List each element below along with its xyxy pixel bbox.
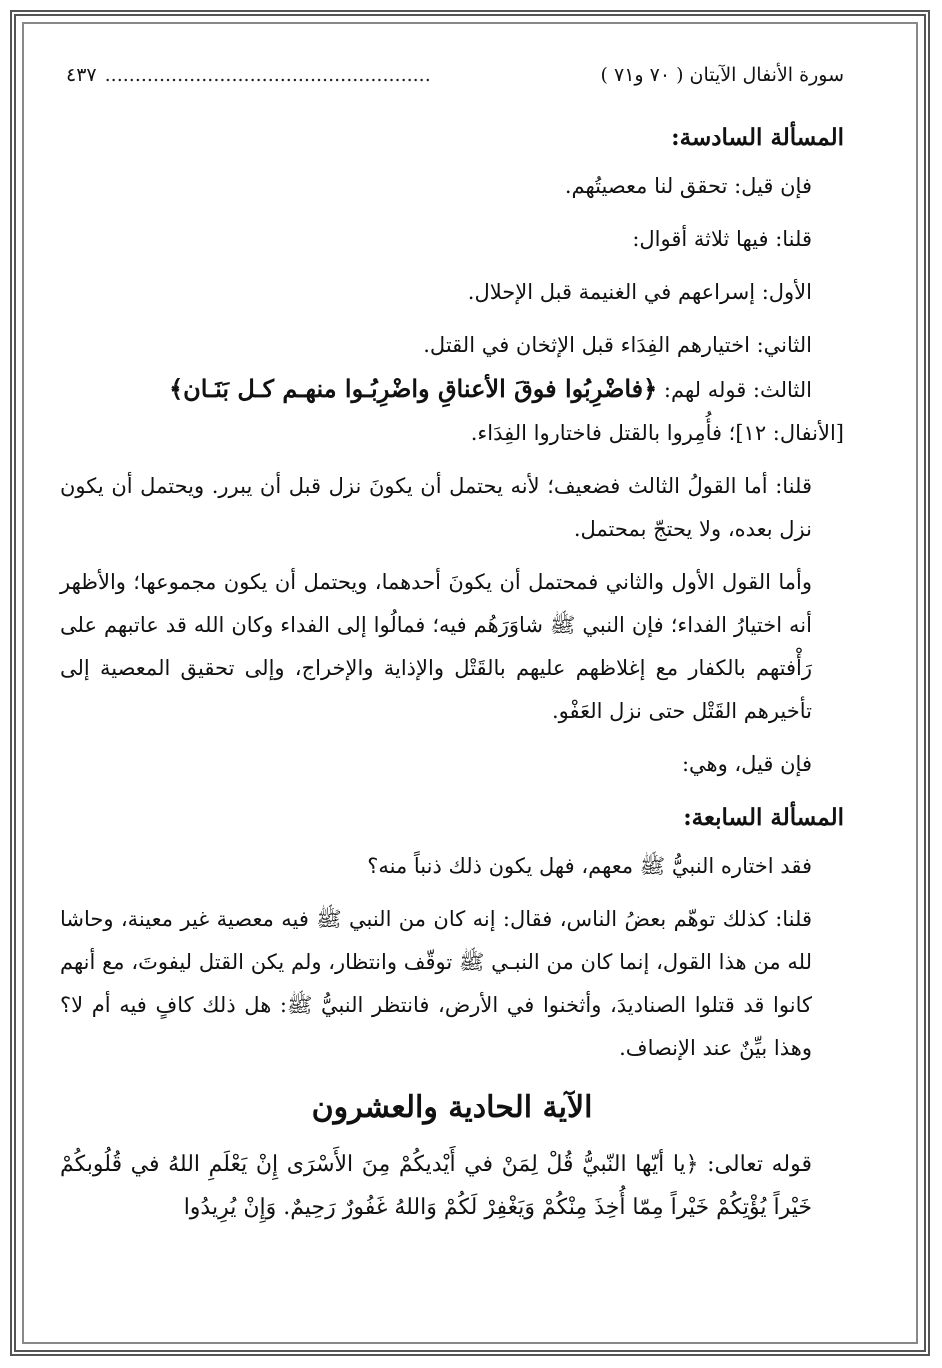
section-heading-6: المسألة السادسة:: [671, 124, 844, 151]
page-number: ٤٣٧: [66, 64, 97, 86]
paragraph: فقد اختاره النبيُّ ﷺ معهم، فهل يكون ذلك ذنباً منه؟: [367, 854, 812, 878]
running-header: [60, 64, 844, 86]
paragraph: قلنا: أما القولُ الثالث فضعيف؛ لأنه يحتمل أن يكونَ نزل قبل أن يبرر. ويحتمل أن يكون نزل بعده، ولا يحتجّ بمحتمل.: [60, 474, 812, 541]
paragraph: قلنا: كذلك توهّم بعضُ الناس، فقال: إنه كان من النبي ﷺ فيه معصية غير معينة، وحاشا لله من هذا القول، إنما كان من النبـي ﷺ توقّف وانتظار، ولم يكن القتل ليفوتَ، مع أنهم كانوا قد قتلوا الصناديدَ، وأثخنوا في الأرض، فانتظر النبيُّ ﷺ: هل ذلك كافٍ فيه أم لا؟ وهذا بيِّنٌ عند الإنصاف.: [60, 907, 812, 1060]
paragraph: قلنا: فيها ثلاثة أقوال:: [632, 227, 812, 251]
paragraph: فإن قيل، وهي:: [681, 752, 812, 776]
section-heading-7: المسألة السابعة:: [683, 804, 844, 831]
quran-paragraph: قوله تعالى: ﴿يا أيّها النّبيُّ قُلْ لِمَنْ في أَيْديكُمْ مِنَ الأَسْرَى إِنْ يَعْلَمِ اللهُ في قُلُوبكُمْ خَيْراً يُؤْتِكُمْ خَيْراً مِمّا أُخِذَ مِنْكُمْ وَيَغْفِرْ لَكُمْ وَاللهُ غَفُورٌ رَحِيمٌ. وَإِنْ يُرِيدُوا: [60, 1152, 812, 1220]
paragraph: الثاني: اختيارهم الفِدَاء قبل الإثخان في القتل.: [423, 333, 812, 357]
paragraph: فإن قيل: تحقق لنا معصيتُهم.: [564, 174, 812, 198]
paragraph-with-ayah: [60, 367, 844, 412]
paragraph: وأما القول الأول والثاني فمحتمل أن يكونَ أحدهما، ويحتمل أن يكون مجموعها؛ والأظهر أنه اختيارُ الفداء؛ فإن النبي ﷺ شاوَرَهُم فيه؛ فمالُوا إلى الفداء وكان الله قد عاتبهم على رَأْفتهم بالكفار مع إغلاظهم عليهم بالقَتْل والإذاية والإخراج، وإلى تحقيق المعصية إلى تأخيرهم القَتْل حتى نزل العَفْو.: [60, 570, 812, 723]
quran-ayah: ﴿فاضْرِبُوا فوقَ الأعناقِ واضْرِبُـوا منهـم كـل بَنَـان﴾: [169, 374, 658, 403]
paragraph: [الأنفال: ١٢]؛ فأُمِروا بالقتل فاختاروا الفِدَاء.: [470, 421, 844, 445]
header-title: سورة الأنفال الآيتان ( ٧٠ و٧١ ): [600, 64, 844, 86]
ayah-section-title: الآية الحادية والعشرون: [311, 1090, 593, 1125]
paragraph-prefix: الثالث: قوله لهم:: [663, 378, 812, 402]
paragraph: الأول: إسراعهم في الغنيمة قبل الإحلال.: [467, 280, 812, 304]
header-dots: ......................................................: [104, 64, 431, 86]
book-page: [60, 64, 844, 1314]
